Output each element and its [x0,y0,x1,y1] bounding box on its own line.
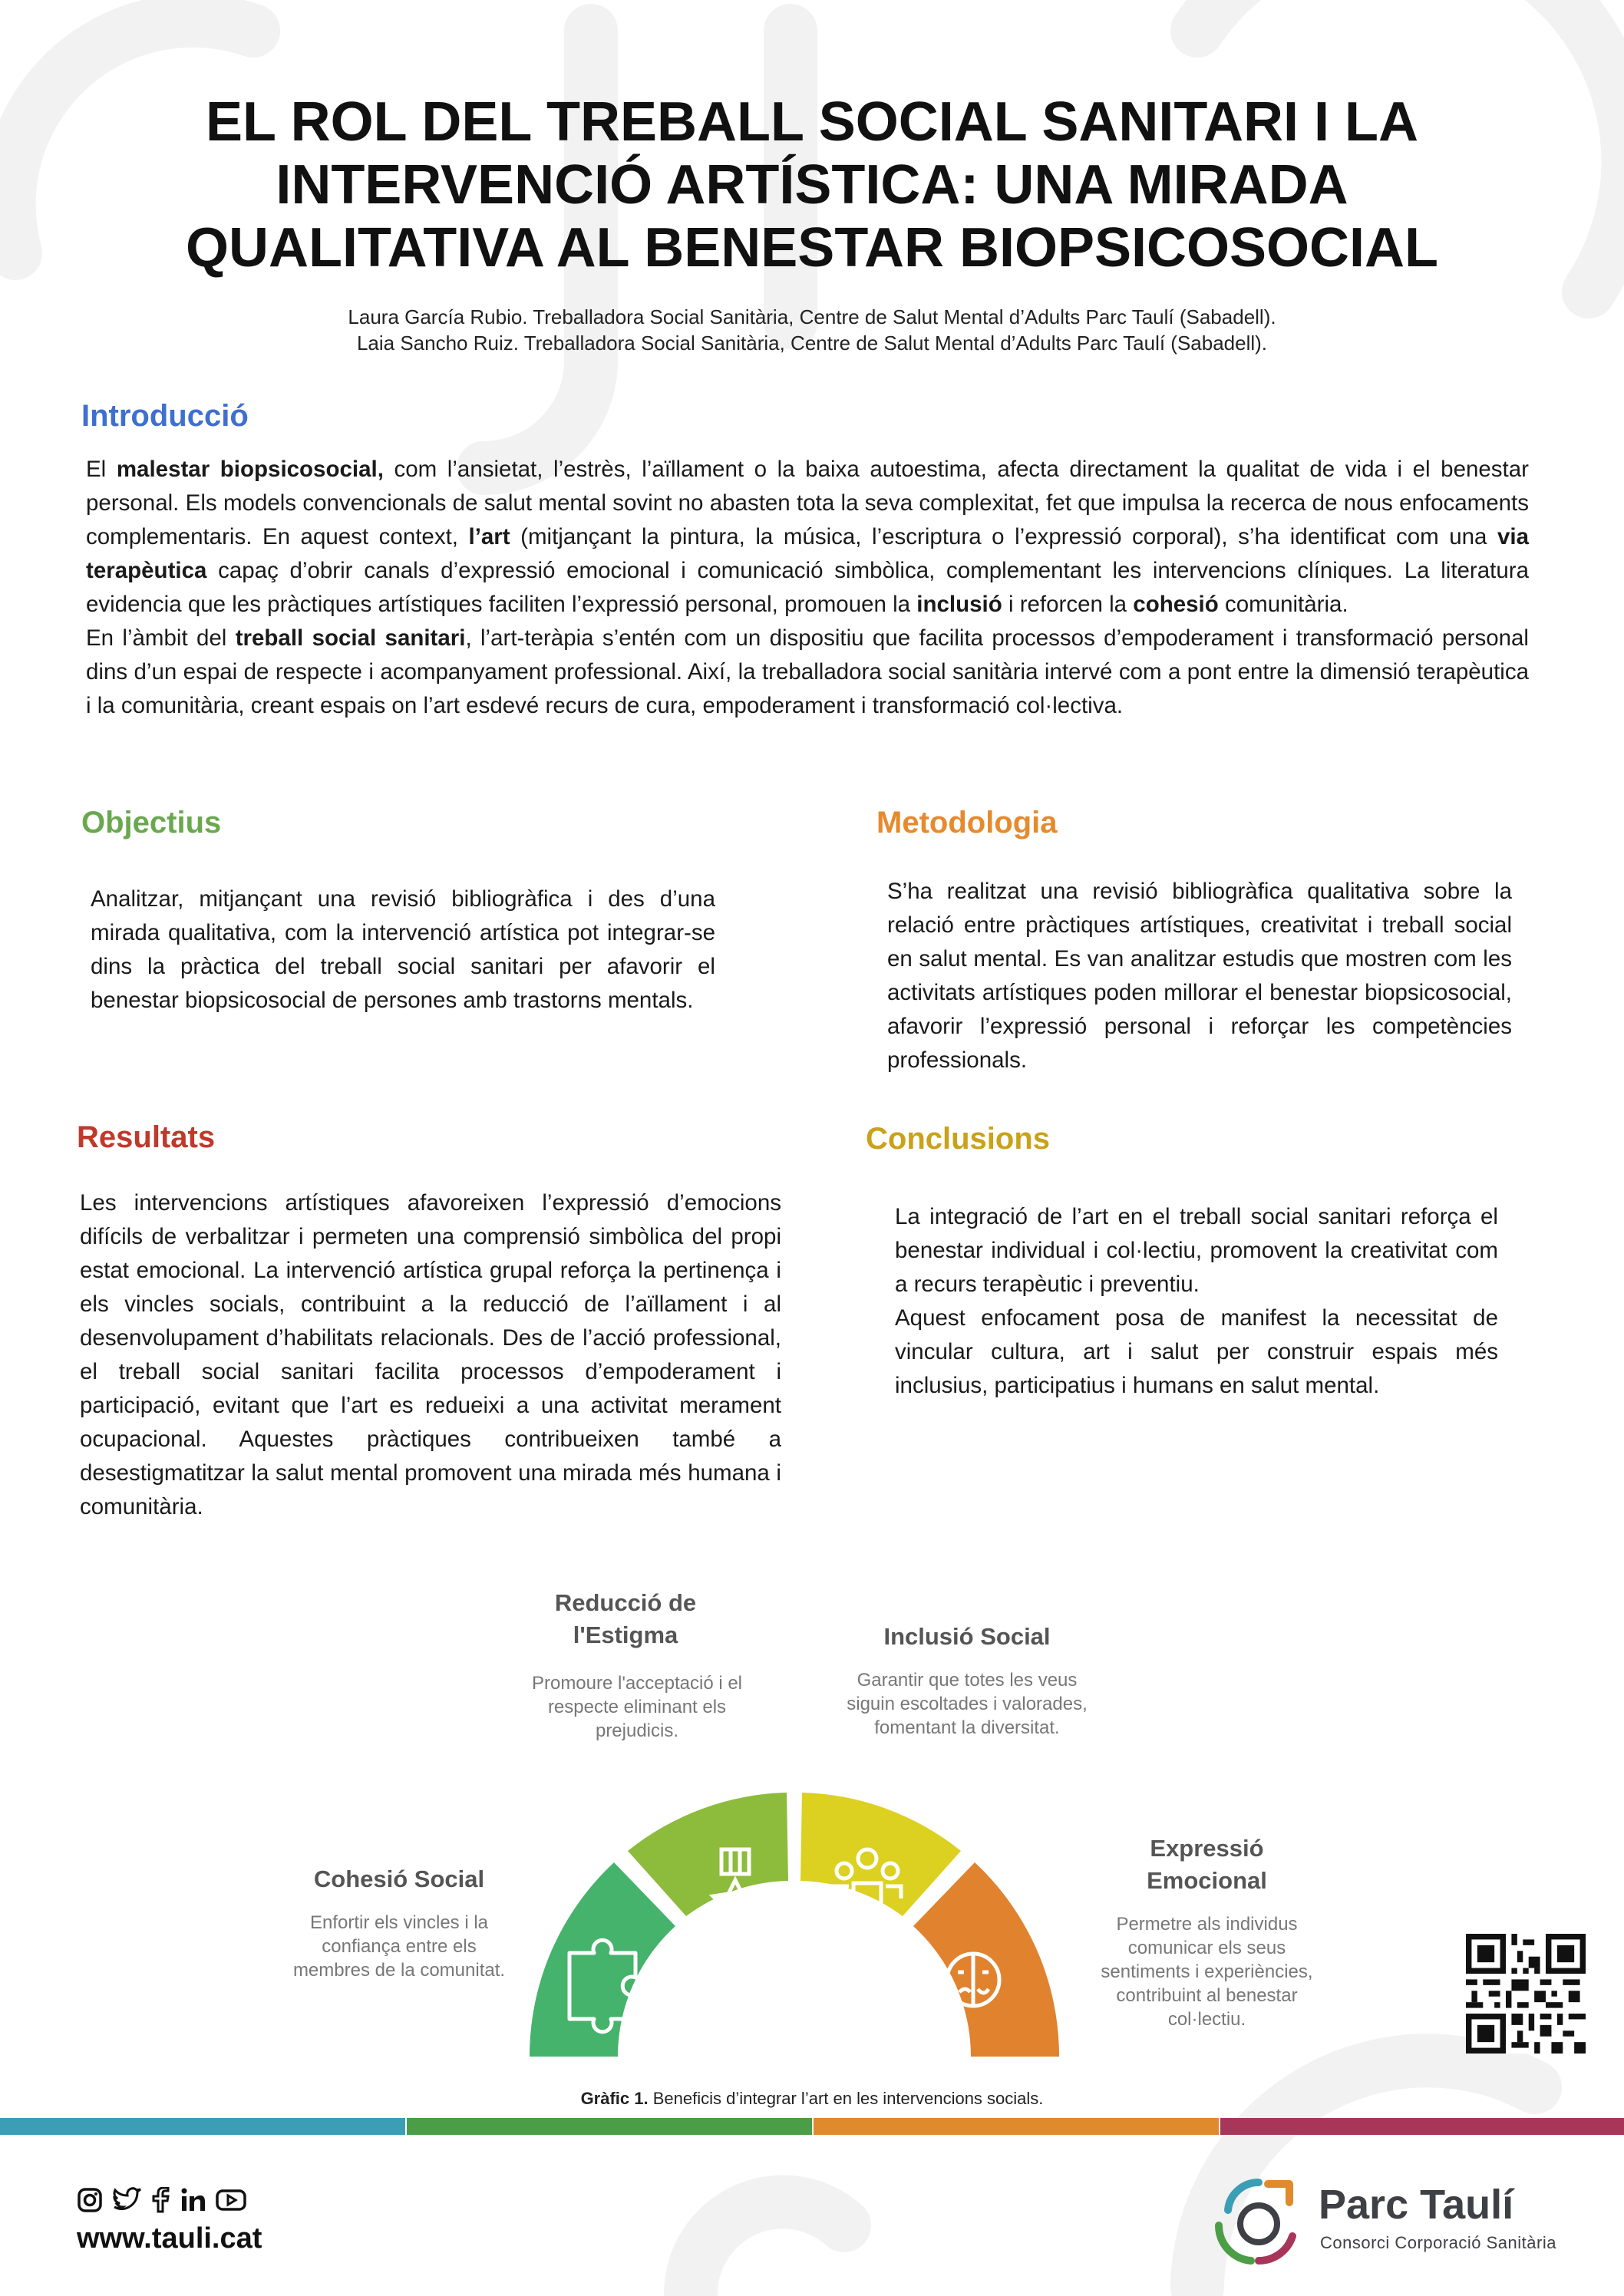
logo-name: Parc Taulí [1319,2182,1514,2228]
text-run-6: capaç d’obrir canals d’expressió emocional i comunicació simbòlica, complementant les intervencions clíniques. La literatura evidencia que les pràctiques artístiques faciliten l’expressió personal, promouen la [86,558,1529,617]
linkedin-icon[interactable] [180,2187,206,2213]
inclusio-title: Inclusió Social [883,1623,1051,1650]
text-run-2: , l’art-teràpia s’entén com un dispositiu que facilita processos d’empoderament i transformació personal dins d’un espai de respecte i acompanyament professional. Així, la treballadora social sanitària intervé com a pont entre la dimensió terapèutica i la comunitària, creant espais on l’art esdevé recurs de cura, empoderament i transformació col·lectiva. [86,625,1529,718]
estigma-desc: Promoure l'acceptació i el respecte eliminant els prejudicis. [531,1673,743,1741]
footer-bar-maroon [1220,2118,1624,2135]
bold-run-1: treball social sanitari [235,625,466,651]
text-run-4: (mitjançant la pintura, la música, l’escriptura o l’expressió corporal), s’ha identificat com una [510,524,1497,549]
author-2: Laia Sancho Ruiz. Treballadora Social Sanitària, Centre de Salut Mental d’Adults Parc Taulí (Sabadell). [356,332,1268,355]
conclusions-paragraph-1: La integració de l’art en el treball social sanitari reforça el benestar individual i col·lectiu, promovent la creativitat com a recurs terapèutic i preventiu. [895,1204,1498,1297]
intro-paragraph-1 [86,453,1529,622]
footer-bar-orange [814,2118,1219,2135]
text-run-0: En l’àmbit del [86,625,236,651]
youtube-icon[interactable] [215,2187,247,2213]
intro-heading: Introducció [81,399,249,433]
parc-tauli-logo-icon [1205,2172,1305,2271]
metodologia-text: S’ha realitzat una revisió bibliogràfica qualitativa sobre la relació entre pràctiques artístiques, creativitat i treball social en salut mental. Es van analitzar estudis que mostren com les activitats artístiques poden millorar el benestar biopsicosocial, afavorir l’expressió personal i reforçar les competències professionals. [887,879,1512,1073]
bold-run-5: via terapèutica [86,524,1529,583]
segment-estigma [628,1793,788,1916]
text-run-0: El [86,457,117,482]
conclusions-heading: Conclusions [866,1122,1051,1156]
expressio-desc: Permetre als individus comunicar els seus sentiments i experiències, contribuint al benestar col·lectiu. [1101,1914,1313,2030]
bold-run-9: cohesió [1133,592,1219,617]
twitter-icon[interactable] [112,2187,141,2213]
poster-title: EL ROL DEL TREBALL SOCIAL SANITARI I LA INTERVENCIÓ ARTÍSTICA: UNA MIRADA QUALITATIVA AL BENESTAR BIOPSICOSOCIAL [185,91,1439,279]
instagram-icon[interactable] [77,2187,103,2213]
medal-icon [713,1849,758,1922]
figure-caption [0,2089,1624,2109]
caption-text: Beneficis d’integrar l’art en les intervencions socials. [648,2089,1044,2108]
logo-subtitle: Consorci Corporació Sanitària [1320,2233,1556,2252]
intro-paragraph-2 [86,622,1529,723]
footer-bar-green [407,2118,812,2135]
footer-bar-teal [0,2118,405,2135]
bold-run-7: inclusió [916,592,1002,617]
objectius-text: Analitzar, mitjançant una revisió bibliogràfica i des d’una mirada qualitativa, com la intervenció artística pot integrar-se dins la pràctica del treball social sanitari per afavorir el benestar biopsicosocial de persones amb trastorns mentals. [91,886,715,1013]
theater-masks-icon [947,1954,999,2006]
segment-inclusio [800,1793,961,1916]
people-icon [833,1849,901,1905]
metodologia-heading: Metodologia [876,806,1058,840]
text-run-2: com l’ansietat, l’estrès, l’aïllament o la baixa autoestima, afecta directament la qualitat de vida i el benestar personal. Els models convencionals de salut mental sovint no abasten tota la seva complexitat, fet que impulsa la recerca de nous enfocaments complementaris. En aquest context, [86,457,1529,549]
inclusio-desc: Garantir que totes les veus siguin escoltades i valorades, fomentant la diversitat. [847,1670,1088,1738]
resultats-text: Les intervencions artístiques afavoreixen l’expressió d’emocions difícils de verbalitzar i permeten una comprensió simbòlica del propi estat emocional. La intervenció artística grupal reforça la pertinença i els vincles socials, contribuint a la reducció de l’aïllament i al desenvolupament d’habilitats relacionals. Des de l’acció professional, el treball social sanitari facilita processos d’empoderament i participació, evitant que l’art es redueixi a una activitat merament ocupacional. Aquestes pràctiques contribueixen també a desestigmatitzar la salut mental promovent una mirada més humana i comunitària. [80,1190,781,1519]
segment-cohesio [530,1862,675,2057]
website-link[interactable]: www.tauli.cat [77,2222,262,2255]
cohesio-desc: Enfortir els vincles i la confiança entre els membres de la comunitat. [292,1912,506,1981]
intro-text [86,453,1529,723]
text-run-8: i reforcen la [1002,592,1134,617]
social-icons [77,2187,247,2213]
bold-run-1: malestar biopsicosocial, [116,457,384,482]
conclusions-paragraph-2: Aquest enfocament posa de manifest la necessitat de vincular cultura, art i salut per construir espais més inclusius, participatius i humans en salut mental. [895,1305,1498,1398]
text-run-10: comunitària. [1218,592,1348,617]
estigma-title: Reducció de l'Estigma [554,1589,697,1648]
qr-code[interactable] [1466,1934,1586,2054]
resultats-heading: Resultats [77,1120,216,1154]
facebook-icon[interactable] [150,2187,170,2213]
caption-label: Gràfic 1. [580,2089,649,2108]
segment-expressio [913,1862,1059,2057]
bold-run-3: l’art [468,524,510,549]
author-1: Laura García Rubio. Treballadora Social Sanitària, Centre de Salut Mental d’Adults Parc Taulí (Sabadell). [348,305,1276,328]
cohesio-title: Cohesió Social [313,1866,485,1892]
expressio-title: Expressió Emocional [1147,1835,1267,1894]
puzzle-icon [569,1940,635,2032]
conclusions-text [895,1200,1498,1403]
objectius-heading: Objectius [81,806,222,840]
authors [92,304,1532,356]
